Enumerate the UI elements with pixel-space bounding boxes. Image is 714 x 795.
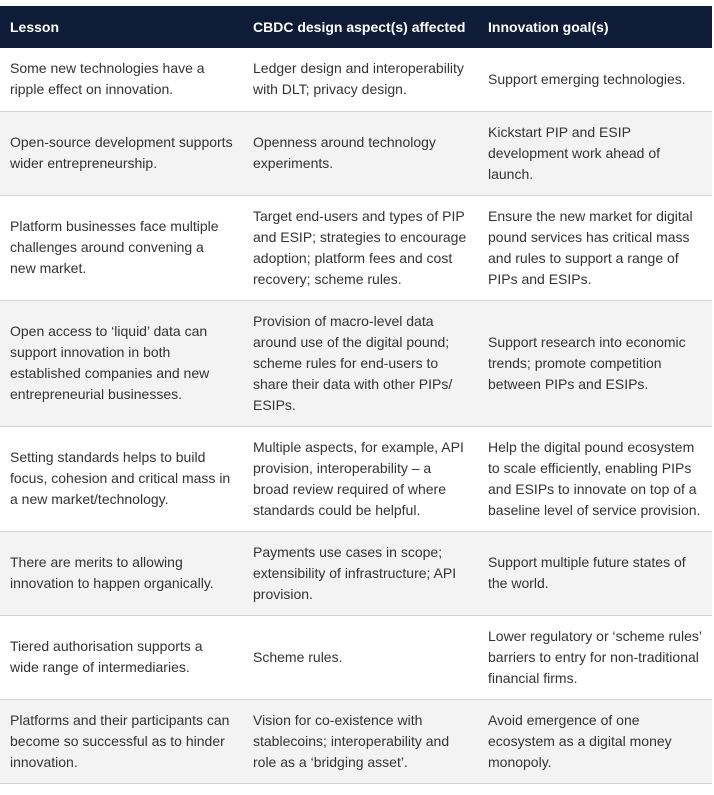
table-row — [0, 195, 712, 300]
table-row — [0, 111, 712, 195]
lesson-cell: Open-source development supports wider entrepreneurship. — [0, 111, 243, 195]
lesson-cell: Open access to ‘liquid’ data can support innovation in both established companies and new entrepreneurial businesses. — [0, 300, 243, 426]
design-aspect-cell: Payments use cases in scope; extensibility of infrastructure; API provision. — [243, 531, 478, 615]
table-row — [0, 531, 712, 615]
header-innovation-goal: Innovation goal(s) — [478, 6, 712, 48]
design-aspect-cell: Vision for co-existence with stablecoins; interoperability and role as a ‘bridging asset’. — [243, 699, 478, 783]
design-aspect-cell: Ledger design and interoperability with DLT; privacy design. — [243, 48, 478, 111]
table-row — [0, 48, 712, 111]
table-row — [0, 300, 712, 426]
lessons-table — [0, 6, 712, 784]
lesson-cell: Platform businesses face multiple challenges around convening a new market. — [0, 195, 243, 300]
header-lesson: Lesson — [0, 6, 243, 48]
header-cbdc-design-aspect: CBDC design aspect(s) affected — [243, 6, 478, 48]
header-row — [0, 6, 712, 48]
innovation-goal-cell: Support emerging technologies. — [478, 48, 712, 111]
lesson-cell: Platforms and their participants can become so successful as to hinder innovation. — [0, 699, 243, 783]
innovation-goal-cell: Lower regulatory or ‘scheme rules’ barriers to entry for non-traditional financial firms. — [478, 615, 712, 699]
innovation-goal-cell: Support multiple future states of the world. — [478, 531, 712, 615]
lessons-table-container — [0, 6, 712, 784]
table-row — [0, 699, 712, 783]
design-aspect-cell: Multiple aspects, for example, API provision, interoperability – a broad review required of where standards could be helpful. — [243, 426, 478, 531]
lesson-cell: Tiered authorisation supports a wide range of intermediaries. — [0, 615, 243, 699]
table-header — [0, 6, 712, 48]
table-row — [0, 426, 712, 531]
innovation-goal-cell: Avoid emergence of one ecosystem as a digital money monopoly. — [478, 699, 712, 783]
table-row — [0, 615, 712, 699]
design-aspect-cell: Target end-users and types of PIP and ESIP; strategies to encourage adoption; platform fees and cost recovery; scheme rules. — [243, 195, 478, 300]
design-aspect-cell: Provision of macro-level data around use of the digital pound; scheme rules for end-users to share their data with other PIPs/ ESIPs. — [243, 300, 478, 426]
design-aspect-cell: Openness around technology experiments. — [243, 111, 478, 195]
lesson-cell: Some new technologies have a ripple effect on innovation. — [0, 48, 243, 111]
innovation-goal-cell: Kickstart PIP and ESIP development work ahead of launch. — [478, 111, 712, 195]
innovation-goal-cell: Ensure the new market for digital pound services has critical mass and rules to support a range of PIPs and ESIPs. — [478, 195, 712, 300]
innovation-goal-cell: Help the digital pound ecosystem to scale efficiently, enabling PIPs and ESIPs to innovate on top of a baseline level of service provision. — [478, 426, 712, 531]
design-aspect-cell: Scheme rules. — [243, 615, 478, 699]
lesson-cell: There are merits to allowing innovation to happen organically. — [0, 531, 243, 615]
table-body — [0, 48, 712, 783]
innovation-goal-cell: Support research into economic trends; promote competition between PIPs and ESIPs. — [478, 300, 712, 426]
lesson-cell: Setting standards helps to build focus, cohesion and critical mass in a new market/technology. — [0, 426, 243, 531]
